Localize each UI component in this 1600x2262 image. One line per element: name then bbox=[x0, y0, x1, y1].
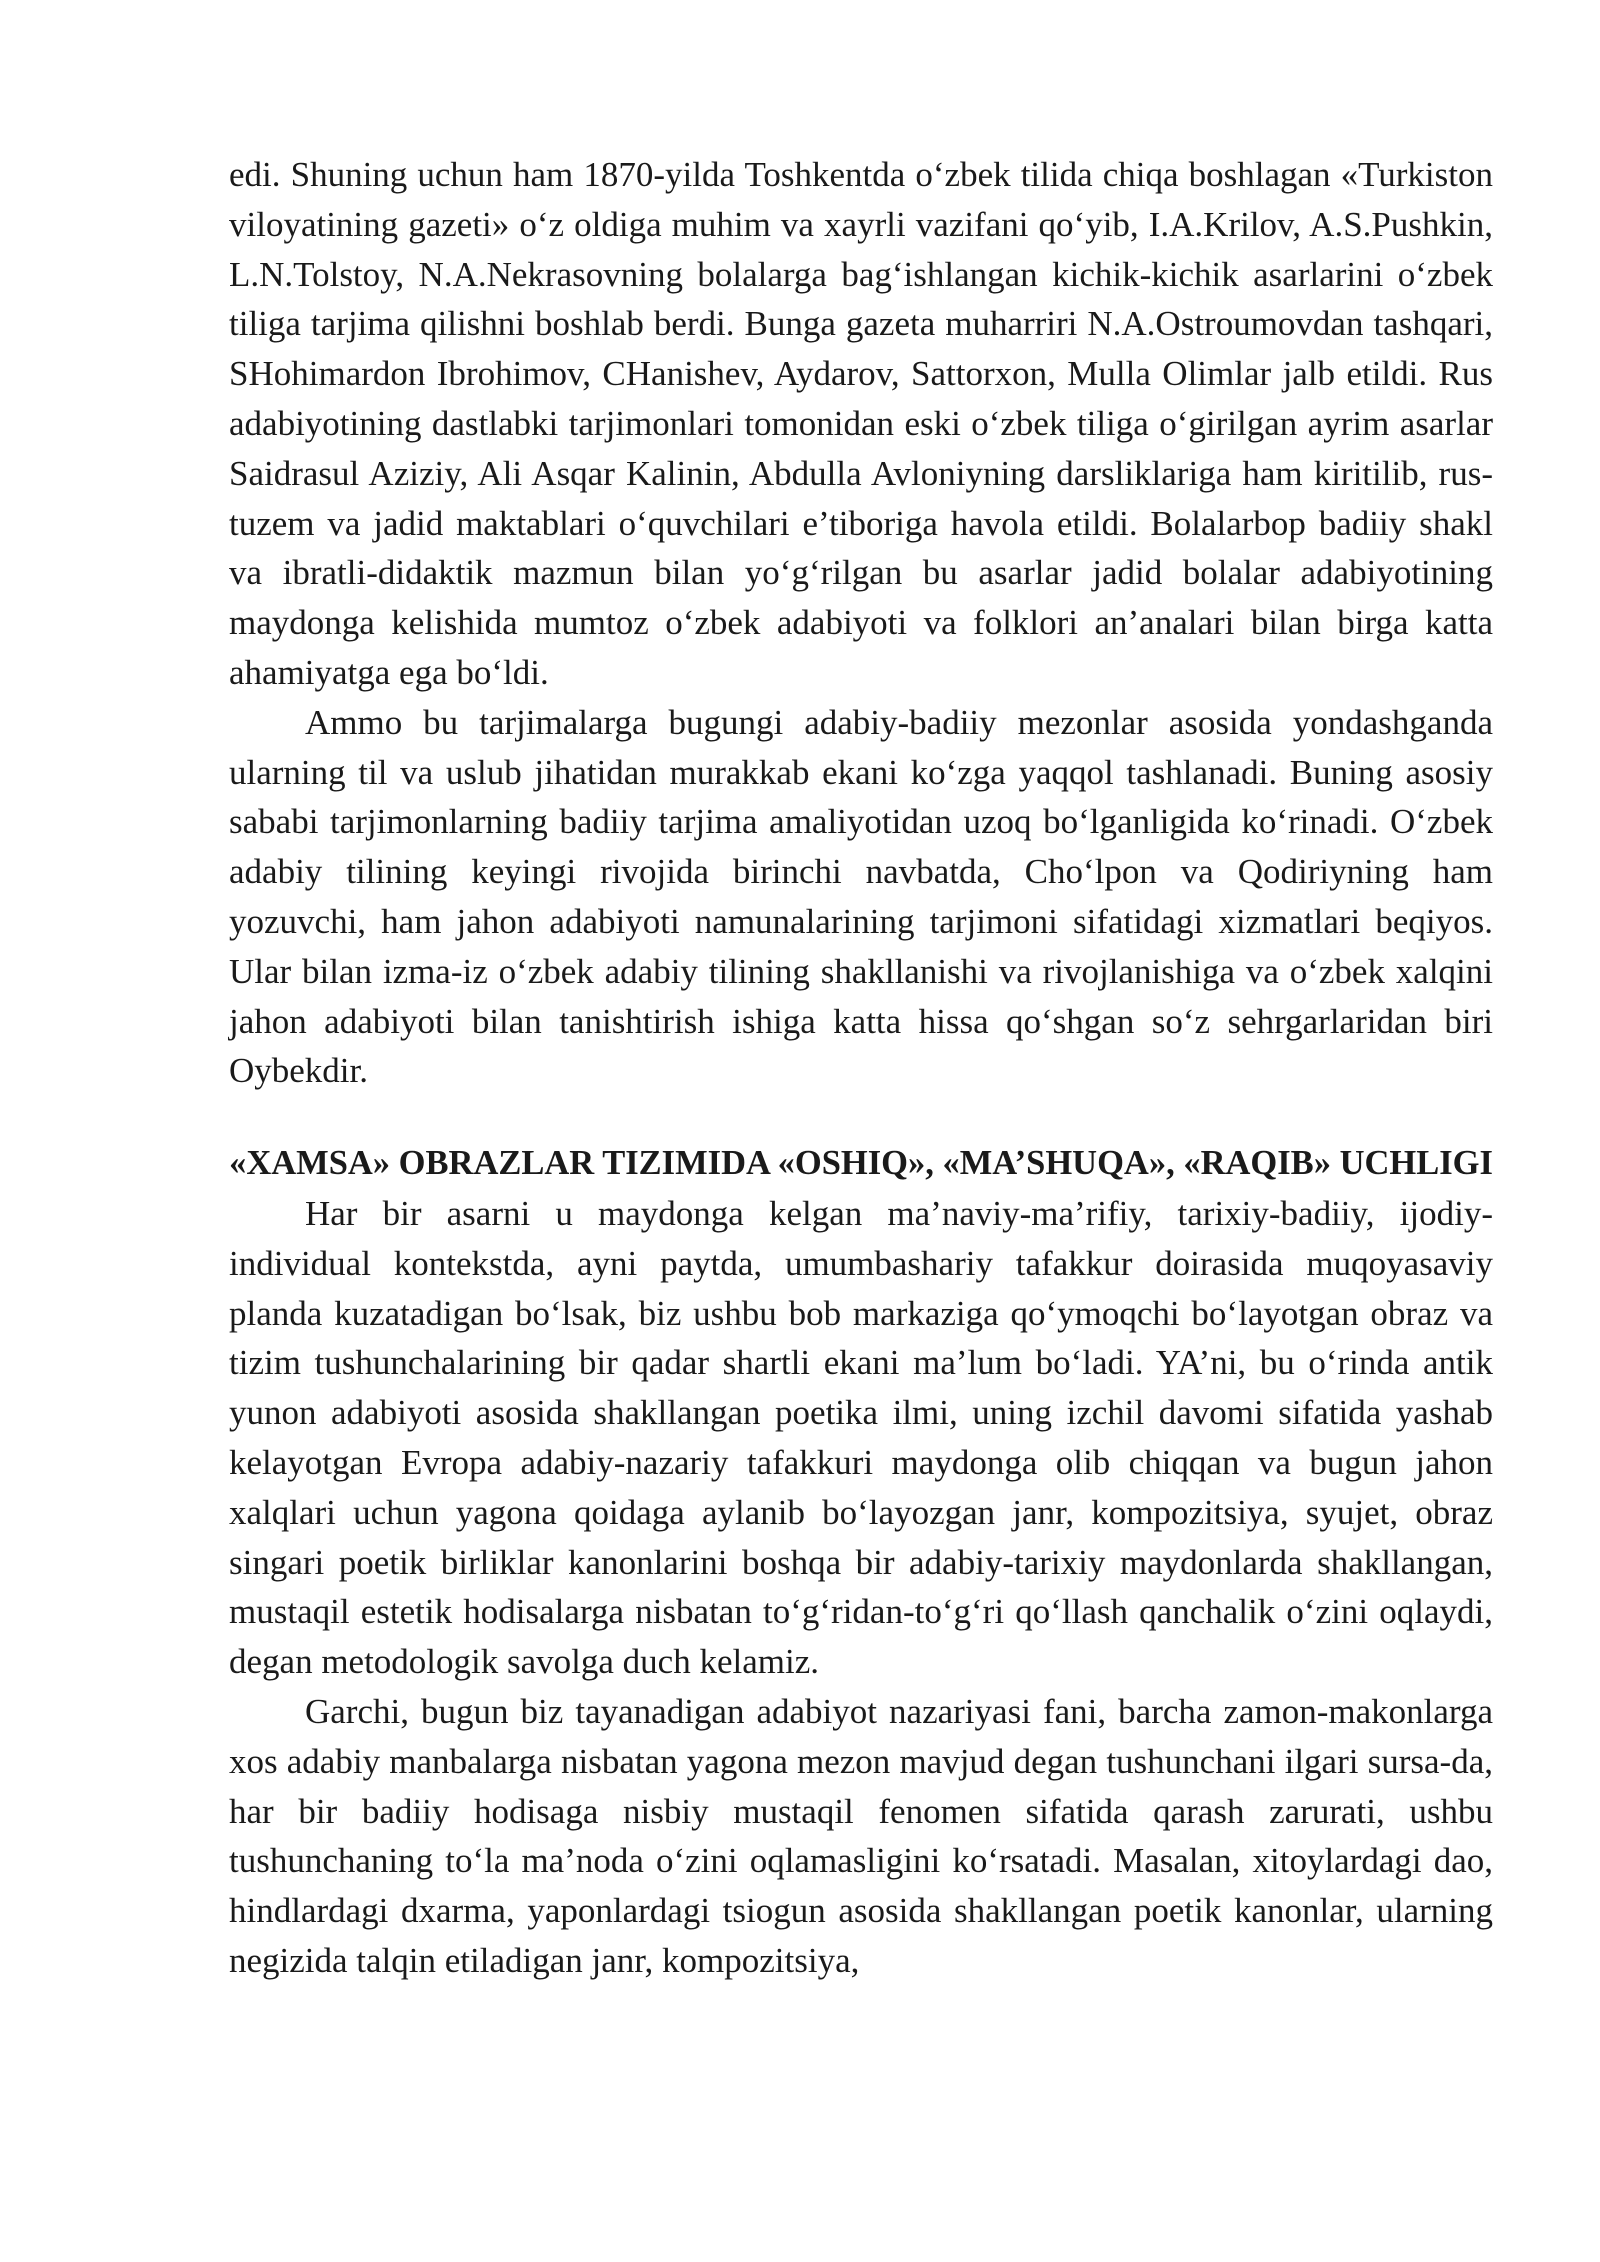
paragraph-continued: edi. Shuning uchun ham 1870-yilda Toshkentda o‘zbek tilida chiqa boshlagan «Turkiston viloyatining gazeti» o‘z oldiga muhim va xayrli vazifani qo‘yib, I.A.Krilov, A.S.Pushkin, L.N.Tolstoy, N.A.Nekrasovning bolalarga bag‘ishlangan kichik-kichik asarlarini o‘zbek tiliga tarjima qilishni boshlab berdi. Bunga gazeta muharriri N.A.Ostroumovdan tashqari, SHohimardon Ibrohimov, CHanishev, Aydarov, Sattorxon, Mulla Olimlar jalb etildi. Rus adabiyotining dastlabki tarjimonlari tomonidan eski o‘zbek tiliga o‘girilgan ayrim asarlar Saidrasul Aziziy, Ali Asqar Kalinin, Abdulla Avloniyning darsliklariga ham kiritilib, rus-tuzem va jadid maktablari o‘quvchilari e’tiboriga havola etildi. Bolalarbop badiiy shakl va ibratli-didaktik mazmun bilan yo‘g‘rilgan bu asarlar jadid bolalar adabiyotining maydonga kelishida mumtoz o‘zbek adabiyoti va folklori an’analari bilan birga katta ahamiyatga ega bo‘ldi. bbox=[229, 155, 1493, 692]
paragraph: Har bir asarni u maydonga kelgan ma’naviy-ma’rifiy, tarixiy-badiiy, ijodiy-individual kontekstda, ayni paytda, umumbashariy tafakkur doirasida muqoyasaviy planda kuzatadigan bo‘lsak, biz ushbu bob markaziga qo‘ymoqchi bo‘layotgan obraz va tizim tushunchalarining bir qadar shartli ekani ma’lum bo‘ladi. YA’ni, bu o‘rinda antik yunon adabiyoti asosida shakllangan poetika ilmi, uning izchil davomi sifatida yashab kelayotgan Evropa adabiy-nazariy tafakkuri maydonga olib chiqqan va bugun jahon xalqlari uchun yagona qoidaga aylanib bo‘layozgan janr, kompozitsiya, syujet, obraz singari poetik birliklar kanonlarini boshqa bir adabiy-tarixiy maydonlarda shakllangan, mustaqil estetik hodisalarga nisbatan to‘g‘ridan-to‘g‘ri qo‘llash qanchalik o‘zini oqlaydi, degan metodologik savolga duch kelamiz. bbox=[229, 1193, 1493, 1682]
paragraph: Garchi, bugun biz tayanadigan adabiyot nazariyasi fani, barcha zamon-makonlarga xos adabiy manbalarga nisbatan yagona mezon mavjud degan tushunchani ilgari sursa-da, har bir badiiy hodisaga nisbiy mustaqil fenomen sifatida qarash zarurati, ushbu tushunchaning to‘la ma’noda o‘zini oqlamasligini ko‘rsatadi. Masalan, xitoylardagi dao, hindlardagi dxarma, yaponlardagi tsiogun asosida shakllangan poetik kanonlar, ularning negizida talqin etiladigan janr, kompozitsiya, bbox=[229, 1691, 1493, 1980]
body-text bbox=[229, 150, 1493, 1986]
section-heading: «XAMSA» OBRAZLAR TIZIMIDA «OSHIQ», «MA’SHUQA», «RAQIB» UCHLIGI bbox=[229, 1144, 1493, 1183]
paragraph: Ammo bu tarjimalarga bugungi adabiy-badiiy mezonlar asosida yondashganda ularning til va uslub jihatidan murakkab ekani ko‘zga yaqqol tashlanadi. Buning asosiy sababi tarjimonlarning badiiy tarjima amaliyotidan uzoq bo‘lganligida ko‘rinadi. O‘zbek adabiy tilining keyingi rivojida birinchi navbatda, Cho‘lpon va Qodiriyning ham yozuvchi, ham jahon adabiyoti namunalarining tarjimoni sifatidagi xizmatlari beqiyos. Ular bilan izma-iz o‘zbek adabiy tilining shakllanishi va rivojlanishiga va o‘zbek xalqini jahon adabiyoti bilan tanishtirish ishiga katta hissa qo‘shgan so‘z sehrgarlaridan biri Oybekdir. bbox=[229, 702, 1493, 1091]
